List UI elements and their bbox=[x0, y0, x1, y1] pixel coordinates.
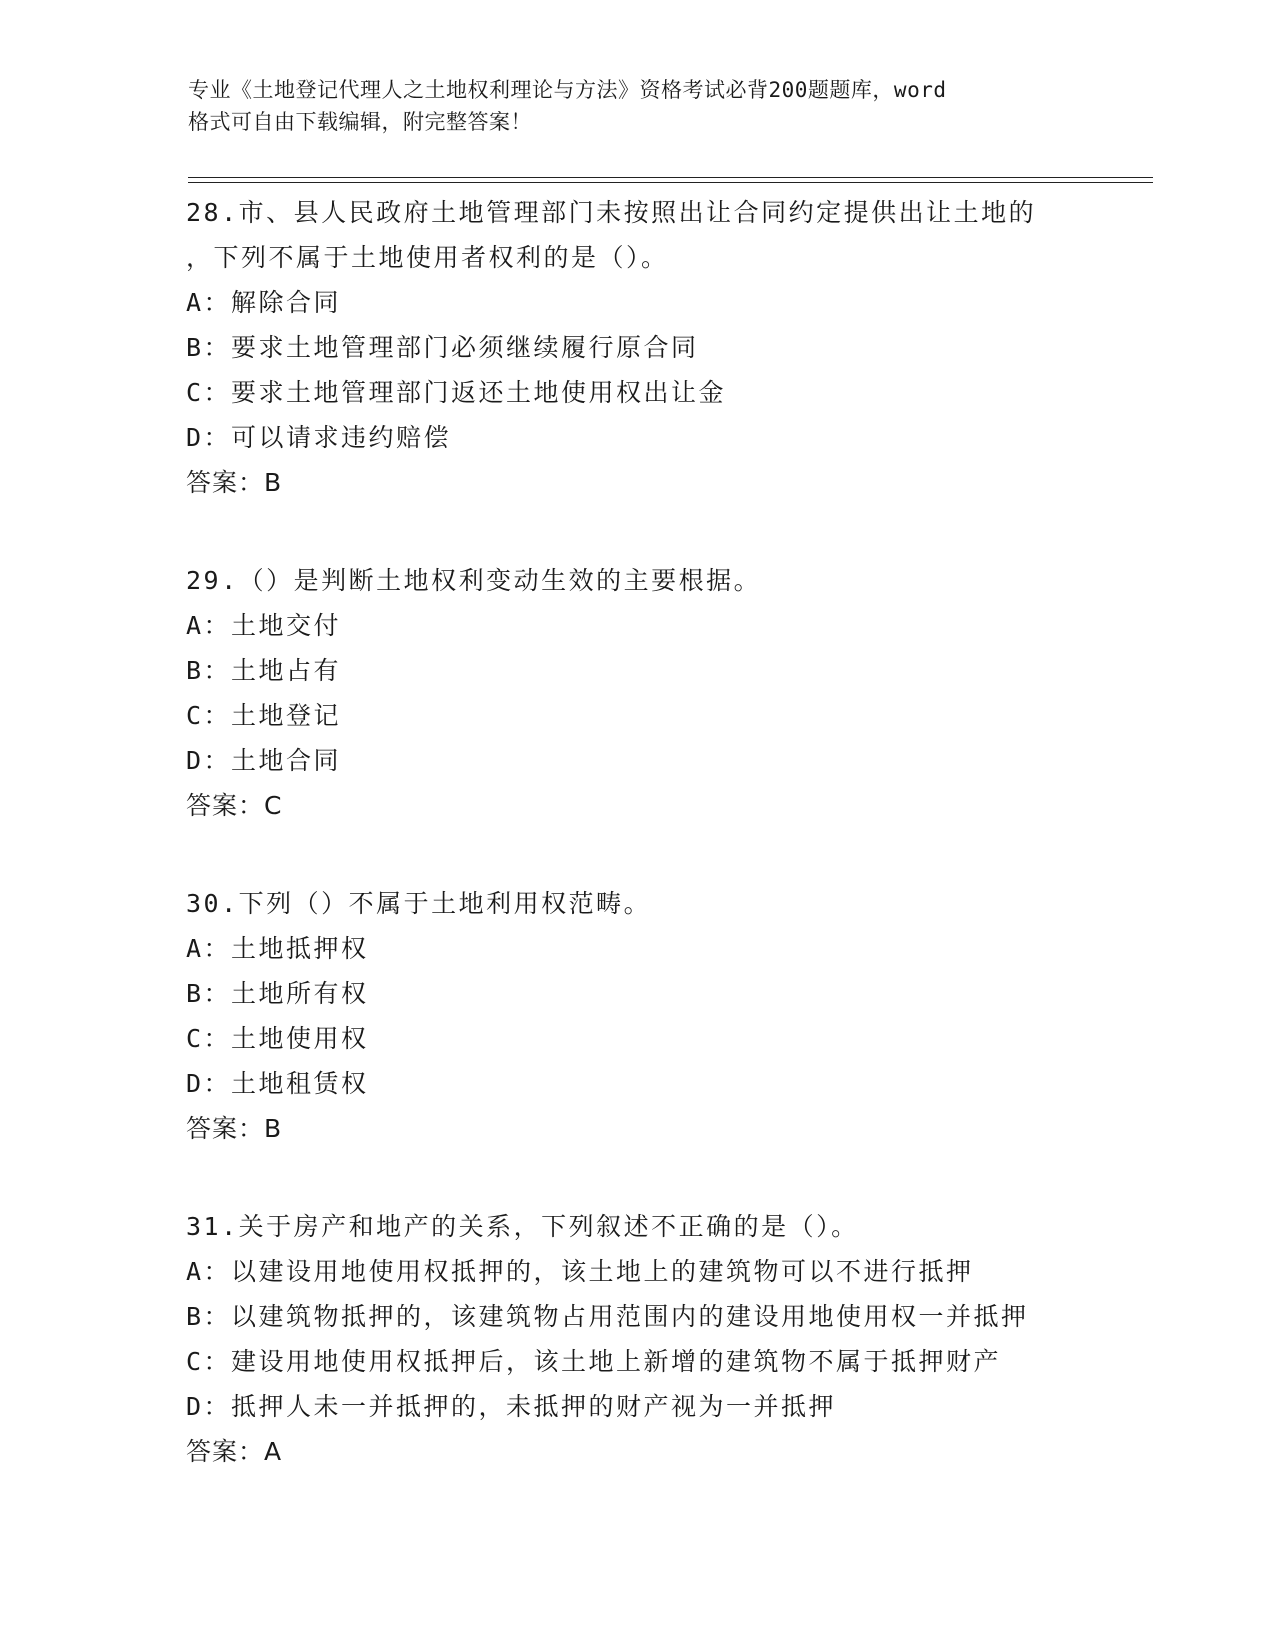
question-list bbox=[186, 190, 1146, 1527]
option-c: C：要求土地管理部门返还土地使用权出让金 bbox=[186, 378, 727, 407]
option-b: B：土地占有 bbox=[186, 656, 342, 685]
option-d: D：抵押人未一并抵押的，未抵押的财产视为一并抵押 bbox=[186, 1392, 837, 1421]
option-d: D：土地合同 bbox=[186, 746, 342, 775]
question-stem: 28.市、县人民政府土地管理部门未按照出让合同约定提供出让土地的 bbox=[186, 198, 1037, 227]
option-a: A：解除合同 bbox=[186, 288, 342, 317]
question-stem: 31.关于房产和地产的关系，下列叙述不正确的是（）。 bbox=[186, 1212, 859, 1241]
question-stem: 29.（）是判断土地权利变动生效的主要根据。 bbox=[186, 566, 762, 595]
document-header bbox=[188, 74, 1068, 138]
header-line-1: 专业《土地登记代理人之土地权利理论与方法》资格考试必背200题题库，word bbox=[188, 78, 947, 102]
question-stem: 30.下列（）不属于土地利用权范畴。 bbox=[186, 889, 652, 918]
question-31 bbox=[186, 1204, 1146, 1475]
option-a: A：以建设用地使用权抵押的，该土地上的建筑物可以不进行抵押 bbox=[186, 1257, 974, 1286]
question-stem: ，下列不属于土地使用者权利的是（）。 bbox=[186, 243, 669, 272]
answer-label: 答案：A bbox=[186, 1437, 283, 1466]
answer-label: 答案：B bbox=[186, 1114, 283, 1143]
answer-label: 答案：B bbox=[186, 468, 283, 497]
option-a: A：土地交付 bbox=[186, 611, 342, 640]
header-divider-thick bbox=[188, 177, 1153, 178]
option-d: D：可以请求违约赔偿 bbox=[186, 423, 452, 452]
answer-label: 答案：C bbox=[186, 791, 283, 820]
question-28 bbox=[186, 190, 1146, 506]
option-b: B：土地所有权 bbox=[186, 979, 369, 1008]
question-30 bbox=[186, 881, 1146, 1152]
option-c: C：土地登记 bbox=[186, 701, 342, 730]
option-a: A：土地抵押权 bbox=[186, 934, 369, 963]
option-b: B：要求土地管理部门必须继续履行原合同 bbox=[186, 333, 699, 362]
option-d: D：土地租赁权 bbox=[186, 1069, 369, 1098]
header-divider-thin bbox=[188, 182, 1153, 183]
option-c: C：建设用地使用权抵押后，该土地上新增的建筑物不属于抵押财产 bbox=[186, 1347, 1002, 1376]
question-29 bbox=[186, 558, 1146, 829]
header-line-2: 格式可自由下载编辑，附完整答案！ bbox=[188, 110, 532, 134]
option-b: B：以建筑物抵押的，该建筑物占用范围内的建设用地使用权一并抵押 bbox=[186, 1302, 1029, 1331]
option-c: C：土地使用权 bbox=[186, 1024, 369, 1053]
